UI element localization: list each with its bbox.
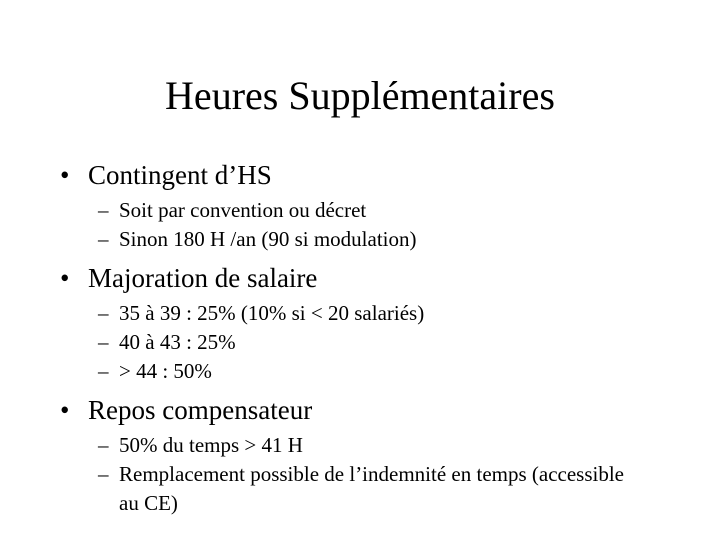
sub-item bbox=[98, 328, 700, 357]
section-contingent bbox=[60, 158, 700, 254]
sub-item-text: Soit par convention ou décret bbox=[119, 198, 367, 222]
sub-item bbox=[98, 431, 700, 460]
sub-list bbox=[98, 196, 700, 254]
bullet-marker: • bbox=[60, 263, 70, 293]
sub-item bbox=[98, 196, 700, 225]
sub-list bbox=[98, 431, 700, 518]
bullet-item bbox=[60, 261, 700, 295]
bullet-item bbox=[60, 393, 700, 427]
section-repos bbox=[60, 393, 700, 518]
sub-item bbox=[98, 225, 700, 254]
bullet-text: Majoration de salaire bbox=[88, 263, 318, 293]
dash-marker: – bbox=[98, 433, 109, 457]
sub-item bbox=[98, 460, 700, 518]
sub-item-text: > 44 : 50% bbox=[119, 359, 212, 383]
dash-marker: – bbox=[98, 359, 109, 383]
sub-list bbox=[98, 299, 700, 386]
bullet-list bbox=[60, 158, 700, 525]
bullet-marker: • bbox=[60, 395, 70, 425]
bullet-text: Contingent d’HS bbox=[88, 160, 272, 190]
dash-marker: – bbox=[98, 462, 109, 486]
dash-marker: – bbox=[98, 198, 109, 222]
dash-marker: – bbox=[98, 330, 109, 354]
section-majoration bbox=[60, 261, 700, 386]
dash-marker: – bbox=[98, 227, 109, 251]
sub-item-text: 40 à 43 : 25% bbox=[119, 330, 236, 354]
sub-item-text: 35 à 39 : 25% (10% si < 20 salariés) bbox=[119, 301, 425, 325]
slide-title: Heures Supplémentaires bbox=[165, 73, 555, 118]
bullet-marker: • bbox=[60, 160, 70, 190]
sub-item bbox=[98, 357, 700, 386]
sub-item-text: Sinon 180 H /an (90 si modulation) bbox=[119, 227, 417, 251]
bullet-item bbox=[60, 158, 700, 192]
sub-item bbox=[98, 299, 700, 328]
dash-marker: – bbox=[98, 301, 109, 325]
bullet-text: Repos compensateur bbox=[88, 395, 313, 425]
sub-item-text: 50% du temps > 41 H bbox=[119, 433, 303, 457]
sub-item-text: Remplacement possible de l’indemnité en temps (accessible au CE) bbox=[119, 462, 625, 515]
